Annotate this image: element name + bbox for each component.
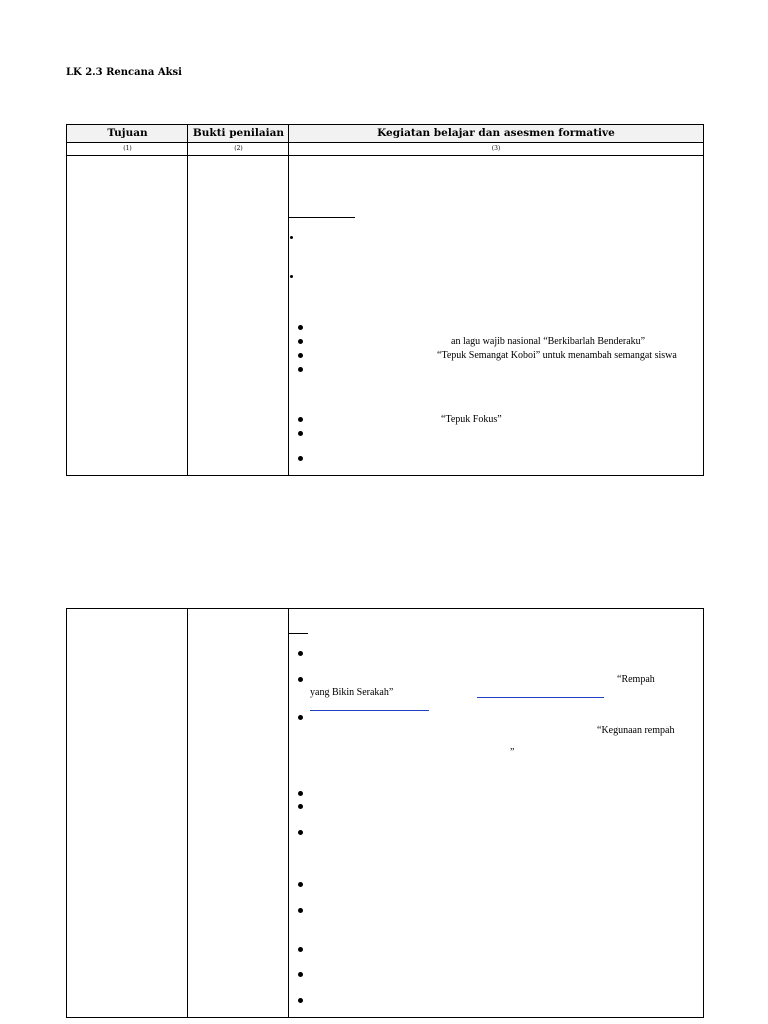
bullet-point bbox=[298, 804, 303, 809]
column-divider-2 bbox=[288, 609, 289, 1017]
column-divider-1 bbox=[187, 609, 188, 1017]
bullet-point bbox=[298, 339, 303, 344]
bullet-point bbox=[290, 236, 293, 239]
bullet-point bbox=[298, 830, 303, 835]
number-row-divider bbox=[67, 155, 703, 156]
hyperlink-underline[interactable] bbox=[310, 710, 429, 711]
bullet-point bbox=[298, 998, 303, 1003]
column-number-1: (1) bbox=[123, 145, 132, 152]
bullet-point bbox=[298, 431, 303, 436]
bullet-point bbox=[298, 367, 303, 372]
bullet-point bbox=[298, 353, 303, 358]
column-number-3: (3) bbox=[491, 145, 501, 152]
bullet-point bbox=[298, 417, 303, 422]
activity-text-tepuk-fokus: “Tepuk Fokus” bbox=[441, 414, 502, 425]
bullet-point bbox=[298, 908, 303, 913]
column-number-2: (2) bbox=[234, 145, 243, 152]
document-title: LK 2.3 Rencana Aksi bbox=[66, 67, 182, 78]
column-divider-1 bbox=[187, 125, 188, 475]
activity-text-kegunaan: “Kegunaan rempah bbox=[597, 725, 675, 736]
header-kegiatan-belajar: Kegiatan belajar dan asesmen formative bbox=[289, 125, 703, 142]
activity-text-rempah-cont: yang Bikin Serakah” bbox=[310, 687, 394, 698]
activity-text-rempah: “Rempah bbox=[617, 674, 655, 685]
column-divider-2 bbox=[288, 125, 289, 475]
hyperlink-underline[interactable] bbox=[477, 697, 604, 698]
activity-text-closing-quote: ” bbox=[510, 747, 515, 758]
bullet-point bbox=[298, 651, 303, 656]
activity-text-berkibarlah: an lagu wajib nasional “Berkibarlah Benderaku” bbox=[451, 336, 646, 347]
action-plan-table-1 bbox=[66, 124, 704, 476]
bullet-point bbox=[298, 325, 303, 330]
action-plan-table-2 bbox=[66, 608, 704, 1018]
section-underline bbox=[289, 217, 355, 218]
header-tujuan: Tujuan bbox=[67, 125, 188, 142]
bullet-point bbox=[298, 456, 303, 461]
activity-text-tepuk-semangat: “Tepuk Semangat Koboi” untuk menambah semangat siswa bbox=[437, 350, 677, 361]
bullet-point bbox=[298, 972, 303, 977]
bullet-point bbox=[298, 947, 303, 952]
header-divider bbox=[67, 142, 703, 143]
bullet-point bbox=[298, 677, 303, 682]
bullet-point bbox=[298, 791, 303, 796]
bullet-point bbox=[290, 275, 293, 278]
header-bukti-penilaian: Bukti penilaian bbox=[188, 125, 289, 142]
section-underline bbox=[289, 633, 308, 634]
bullet-point bbox=[298, 882, 303, 887]
bullet-point bbox=[298, 715, 303, 720]
